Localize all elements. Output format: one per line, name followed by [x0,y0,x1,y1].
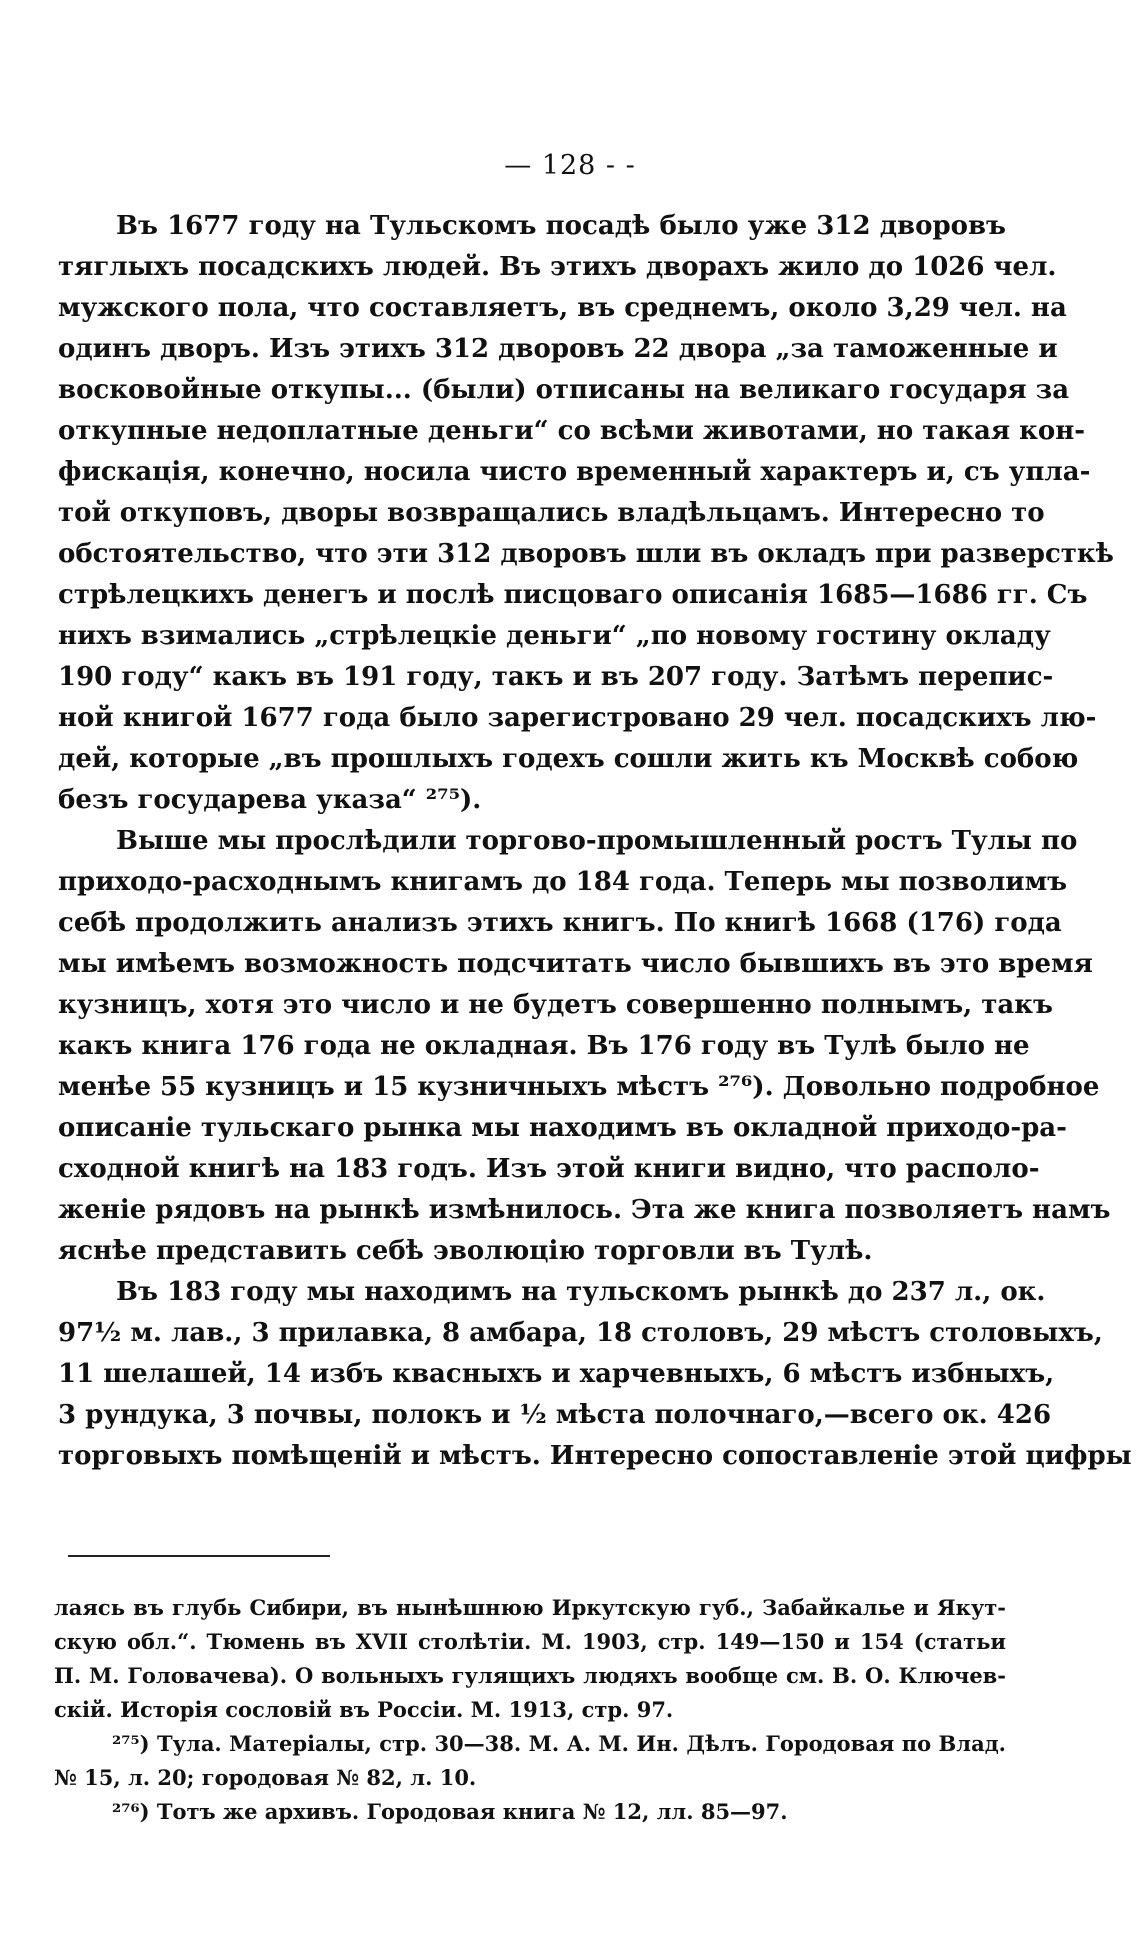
text-line: яснѣе представить себѣ эволюцію торговли въ Тулѣ. [58,1236,873,1266]
footnote-line: № 15, л. 20; городовая № 82, л. 10. [54,1765,477,1790]
text-line: торговыхъ помѣщеній и мѣстъ. Интересно сопоставленіе этой цифры [58,1441,1132,1471]
text-line: менѣе 55 кузницъ и 15 кузничныхъ мѣстъ ²⁷⁶). Довольно подробное [58,1072,1100,1102]
page-number: — 128 - - [504,150,636,181]
body-text [58,206,1132,1477]
text-line: мы имѣемъ возможность подсчитать число бывшихъ въ это время [58,949,1093,979]
footnotes [54,1591,1006,1829]
text-line: откупные недоплатные деньги“ со всѣми животами, но такая кон- [58,416,1086,446]
text-line: восковойные откупы... (были) отписаны на великаго государя за [58,375,1070,405]
text-line: обстоятельство, что эти 312 дворовъ шли въ окладъ при разверсткѣ [58,539,1114,569]
text-line: приходо-расходнымъ книгамъ до 184 года. Теперь мы позволимъ [58,867,1068,897]
text-line: Въ 183 году мы находимъ на тульскомъ рынкѣ до 237 л., ок. [116,1277,1046,1307]
text-line: 190 году“ какъ въ 191 году, такъ и въ 207 году. Затѣмъ перепис- [58,662,1054,692]
text-line: ной книгой 1677 года было зарегистровано 29 чел. посадскихъ лю- [58,703,1097,733]
text-line: безъ государева указа“ ²⁷⁵). [58,785,482,815]
text-line: мужского пола, что составляетъ, въ среднемъ, около 3,29 чел. на [58,293,1067,323]
footnote-line: ²⁷⁶) Тотъ же архивъ. Городовая книга № 12, лл. 85—97. [112,1799,788,1824]
text-line: сходной книгѣ на 183 годъ. Изъ этой книги видно, что располо- [58,1154,1040,1184]
text-line: какъ книга 176 года не окладная. Въ 176 году въ Тулѣ было не [58,1031,1030,1061]
text-line: той откуповъ, дворы возвращались владѣльцамъ. Интересно то [58,498,1045,528]
text-line: кузницъ, хотя это число и не будетъ совершенно полнымъ, такъ [58,990,1053,1020]
text-line: нихъ взимались „стрѣлецкіе деньги“ „по новому гостину окладу [58,621,1051,651]
text-line: описаніе тульскаго рынка мы находимъ въ окладной приходо-ра- [58,1113,1067,1143]
text-line: тяглыхъ посадскихъ людей. Въ этихъ дворахъ жило до 1026 чел. [58,252,1057,282]
text-line: женіе рядовъ на рынкѣ измѣнилось. Эта же книга позволяетъ намъ [58,1195,1111,1225]
text-line: 97½ м. лав., 3 прилавка, 8 амбара, 18 столовъ, 29 мѣстъ столовыхъ, [58,1318,1103,1348]
text-line: Въ 1677 году на Тульскомъ посадѣ было уже 312 дворовъ [116,211,1006,241]
footnote-line: скую обл.“. Тюмень въ XVII столѣтіи. М. 1903, стр. 149—150 и 154 (статьи [54,1629,1006,1654]
footnote-divider [68,1555,330,1557]
text-line: Выше мы прослѣдили торгово-промышленный ростъ Тулы по [116,826,1078,856]
text-line: себѣ продолжить анализъ этихъ книгъ. По книгѣ 1668 (176) года [58,908,1062,938]
text-line: 3 рундука, 3 почвы, полокъ и ½ мѣста полочнаго,—всего ок. 426 [58,1400,1052,1430]
footnote-line: ²⁷⁵) Тула. Матеріалы, стр. 30—38. М. А. М. Ин. Дѣлъ. Городовая по Влад. [112,1731,1006,1756]
text-line: 11 шелашей, 14 избъ квасныхъ и харчевныхъ, 6 мѣстъ избныхъ, [58,1359,1055,1389]
text-line: дей, которые „въ прошлыхъ годехъ сошли жить къ Москвѣ собою [58,744,1079,774]
footnote-line: лаясь въ глубь Сибири, въ нынѣшнюю Иркутскую губ., Забайкалье и Якут- [54,1595,1006,1620]
text-line: стрѣлецкихъ денегъ и послѣ писцоваго описанія 1685—1686 гг. Съ [58,580,1088,610]
footnote-line: скій. Исторія сословій въ Россіи. М. 1913, стр. 97. [54,1697,674,1722]
footnote-line: П. М. Головачева). О вольныхъ гулящихъ людяхъ вообще см. В. О. Ключев- [54,1663,1006,1688]
text-line: фискація, конечно, носила чисто временный характеръ и, съ упла- [58,457,1091,487]
text-line: одинъ дворъ. Изъ этихъ 312 дворовъ 22 двора „за таможенные и [58,334,1058,364]
